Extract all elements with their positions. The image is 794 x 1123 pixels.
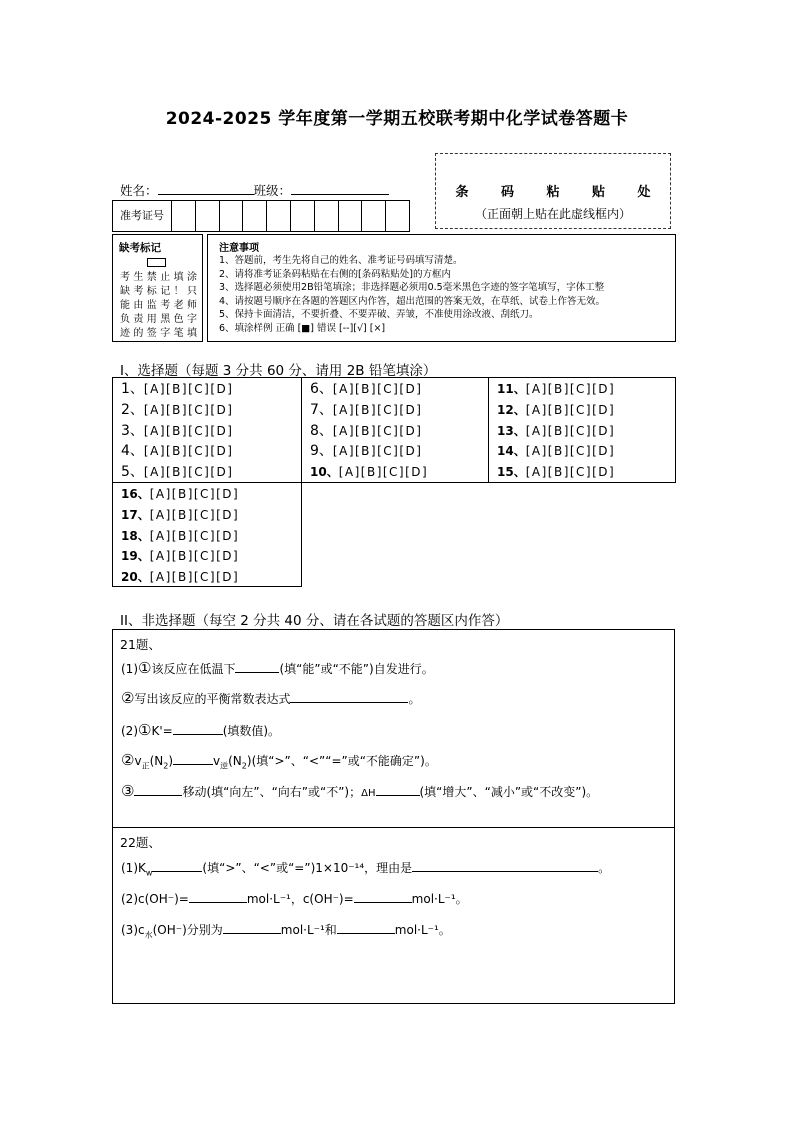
mcq-row[interactable]: [113, 379, 301, 400]
ticket-digit-cell[interactable]: [315, 201, 339, 231]
question-number: 12、: [497, 402, 526, 417]
q22-answer-area: [112, 827, 675, 1004]
question-number: 9、: [310, 443, 333, 460]
mcq-row[interactable]: [489, 379, 675, 400]
answer-options[interactable]: [A][B][C][D]: [149, 528, 240, 543]
q21-l4-part: (N: [228, 754, 242, 768]
q22-l2-part: mol·L⁻¹，c(OH⁻)=: [246, 892, 354, 906]
q21-l1-part: (填“能”或“不能”)自发进行。: [279, 662, 434, 676]
section2-title: II、非选择题（每空 2 分共 40 分、请在各试题的答题区内作答）: [120, 613, 509, 629]
question-number: 7、: [310, 401, 333, 418]
mcq-row[interactable]: [113, 462, 301, 483]
answer-blank[interactable]: [173, 752, 213, 765]
answer-blank[interactable]: [223, 921, 281, 934]
question-number: 18、: [121, 528, 150, 543]
q21-l2-part: ②: [121, 689, 135, 707]
mcq-row[interactable]: [113, 484, 301, 505]
q22-l1-part: w: [145, 868, 153, 878]
answer-options[interactable]: [A][B][C][D]: [143, 465, 234, 480]
barcode-area: [435, 153, 671, 229]
barcode-note: （正面朝上贴在此虚线框内）: [474, 207, 631, 221]
q22-l3-part: 水: [144, 930, 153, 940]
mcq-row[interactable]: [113, 421, 301, 442]
q21-l4-part: (N: [149, 754, 164, 768]
ticket-digit-cell[interactable]: [386, 201, 409, 231]
question-number: 15、: [497, 465, 526, 480]
q21-l3-part: K'=: [151, 724, 173, 738]
answer-blank[interactable]: [152, 859, 202, 872]
answer-blank[interactable]: [134, 783, 182, 796]
notes-item: 4、请按题号顺序在各题的答题区内作答，超出范围的答案无效，在草纸、试卷上作答无效。: [219, 295, 606, 307]
mcq-block-4: [112, 482, 302, 587]
section1-title: I、选择题（每题 3 分共 60 分、请用 2B 铅笔填涂）: [120, 363, 437, 379]
q21-l2-part: 写出该反应的平衡常数表达式: [134, 692, 291, 706]
q22-l1-part: (1)K: [121, 861, 146, 875]
question-number: 6、: [310, 381, 333, 397]
name-label: 姓名：: [120, 183, 158, 198]
answer-options[interactable]: [A][B][C][D]: [332, 382, 423, 396]
notes-title: 注意事项: [219, 243, 259, 254]
q21-l4-part: )(填“>”、“<”“=”或“不能确定”)。: [246, 754, 437, 768]
student-info-row: [120, 181, 389, 199]
mcq-row[interactable]: [302, 400, 488, 421]
question-number: 17、: [121, 507, 150, 522]
answer-options[interactable]: [A][B][C][D]: [149, 487, 240, 501]
mcq-row[interactable]: [489, 400, 675, 421]
answer-options[interactable]: [A][B][C][D]: [525, 423, 616, 438]
q21-l4-part: ): [168, 754, 174, 768]
answer-blank[interactable]: [376, 783, 420, 796]
question-number: 19、: [121, 549, 150, 564]
q21-l1-part: 该反应在低温下: [151, 662, 236, 676]
absent-desc-line: 缺考标记！只: [120, 286, 197, 297]
q21-l3-part: (填数值)。: [222, 724, 281, 738]
q21-l5-part: ③: [121, 782, 135, 800]
ticket-digit-cell[interactable]: [291, 201, 315, 231]
answer-options[interactable]: [A][B][C][D]: [332, 444, 423, 459]
q21-line-3: [121, 721, 280, 739]
answer-options[interactable]: [A][B][C][D]: [143, 423, 234, 438]
mcq-row[interactable]: [302, 441, 488, 462]
q22-line-1: [121, 859, 610, 877]
q21-line-4: [121, 751, 437, 771]
q22-line-3: [121, 921, 451, 940]
q21-line-5: [121, 782, 598, 800]
question-number: 2、: [121, 401, 144, 418]
q22-l3-part: mol·L⁻¹和: [280, 923, 337, 937]
mcq-block-3: [488, 377, 676, 483]
absent-desc-line: 迹的签字笔填: [120, 328, 197, 339]
question-number: 16、: [121, 487, 150, 501]
mcq-row[interactable]: [302, 421, 488, 442]
answer-options[interactable]: [A][B][C][D]: [525, 465, 616, 480]
absent-title: 缺考标记: [119, 242, 161, 254]
ticket-digit-cell[interactable]: [196, 201, 220, 231]
ticket-label: 准考证号: [113, 201, 172, 231]
question-number: 20、: [121, 570, 150, 585]
q21-l4-part: 2: [163, 761, 169, 771]
question-number: 5、: [121, 464, 144, 481]
answer-options[interactable]: [A][B][C][D]: [149, 570, 240, 585]
q21-l4-part: v: [134, 754, 142, 768]
absent-checkbox[interactable]: [147, 258, 166, 267]
page-title: 2024-2025 学年度第一学期五校联考期中化学试卷答题卡: [165, 109, 629, 129]
answer-options[interactable]: [A][B][C][D]: [525, 382, 616, 396]
mcq-row[interactable]: [489, 421, 675, 442]
q21-l2-part: 。: [408, 692, 421, 706]
ticket-digit-cell[interactable]: [339, 201, 363, 231]
q21-l1-part: ①: [138, 659, 152, 677]
q21-l4-part: ②: [121, 751, 135, 769]
class-label: 班级：: [253, 183, 292, 198]
question-number: 4、: [121, 443, 144, 460]
mcq-block-2: [301, 377, 489, 483]
answer-blank[interactable]: [173, 722, 223, 735]
answer-blank[interactable]: [290, 690, 408, 703]
mcq-row[interactable]: [113, 400, 301, 421]
name-field[interactable]: [158, 182, 254, 195]
barcode-title: 条 码 粘 贴 处: [455, 185, 665, 200]
mcq-row[interactable]: [302, 462, 488, 483]
answer-options[interactable]: [A][B][C][D]: [525, 444, 616, 459]
absent-mark-box: [112, 234, 203, 342]
answer-options[interactable]: [A][B][C][D]: [332, 402, 423, 417]
absent-desc-line: 考生禁止填涂: [120, 272, 197, 283]
q21-l4-part: 正: [141, 761, 150, 771]
ticket-digit-cell[interactable]: [267, 201, 291, 231]
question-number: 13、: [497, 423, 526, 438]
answer-options[interactable]: [A][B][C][D]: [338, 465, 429, 480]
q21-line-2: [121, 689, 420, 707]
question-number: 10、: [310, 465, 339, 480]
q21-line-1: [121, 659, 434, 677]
mcq-row[interactable]: [489, 462, 675, 483]
mcq-row[interactable]: [302, 379, 488, 400]
answer-options[interactable]: [A][B][C][D]: [143, 402, 234, 417]
ticket-digit-cell[interactable]: [172, 201, 196, 231]
answer-options[interactable]: [A][B][C][D]: [143, 444, 234, 459]
notes-item: 2、请将准考证条码粘贴在右侧的[条码粘贴处]的方框内: [219, 268, 451, 280]
absent-desc-line: 负责用黑色字: [120, 314, 197, 325]
answer-options[interactable]: [A][B][C][D]: [332, 423, 423, 438]
q21-l5-part: (填“增大”、“减小”或“不改变”)。: [419, 785, 599, 799]
notes-item: 6、填涂样例 正确 [■] 错误 [--][√] [×]: [219, 322, 386, 334]
question-number: 11、: [497, 382, 526, 396]
answer-blank[interactable]: [354, 890, 412, 903]
absent-desc-line: 能由监考老师: [120, 300, 197, 311]
mcq-row[interactable]: [113, 505, 301, 526]
q21-answer-area: [112, 629, 675, 827]
q22-l3-part: (OH⁻)分别为: [152, 923, 223, 937]
mcq-row[interactable]: [113, 441, 301, 462]
q22-l1-part: (填“>”、“<”或“=”)1×10⁻¹⁴，理由是: [202, 861, 413, 875]
answer-options[interactable]: [A][B][C][D]: [525, 402, 616, 417]
q21-l5-part: 移动(填“向左”、“向右”或“不”)；: [182, 785, 362, 799]
mcq-block-1: [112, 377, 302, 483]
notes-item: 5、保持卡面清洁，不要折叠、不要弄破、弄皱，不准使用涂改液、刮纸刀。: [219, 309, 539, 320]
q22-header: 22题、: [120, 835, 161, 850]
q22-l3-part: (3)c: [121, 923, 145, 937]
mcq-row[interactable]: [113, 567, 301, 588]
q21-l4-part: 逆: [220, 761, 229, 771]
question-number: 8、: [310, 422, 333, 439]
q21-l4-part: v: [213, 754, 221, 768]
q22-l2-part: (2)c(OH⁻)=: [121, 892, 189, 906]
answer-options[interactable]: [A][B][C][D]: [149, 507, 240, 522]
q21-l4-part: 2: [241, 761, 247, 771]
answer-blank[interactable]: [235, 660, 279, 673]
q22-l2-part: mol·L⁻¹。: [411, 892, 468, 906]
question-number: 3、: [121, 422, 144, 439]
answer-blank[interactable]: [189, 890, 247, 903]
mcq-row[interactable]: [113, 526, 301, 547]
ticket-digit-cell[interactable]: [243, 201, 267, 231]
q21-header: 21题、: [120, 637, 161, 652]
q22-l3-part: mol·L⁻¹。: [394, 923, 451, 937]
q21-l5-part: ΔH: [361, 788, 376, 799]
q21-l3-part: (2): [121, 724, 138, 738]
q22-l1-part: 。: [598, 861, 611, 875]
notes-item: 1、答题前，考生先将自己的姓名、准考证号码填写清楚。: [219, 255, 463, 266]
mcq-row[interactable]: [113, 546, 301, 567]
mcq-row[interactable]: [489, 441, 675, 462]
ticket-digit-cell[interactable]: [362, 201, 386, 231]
q21-l3-part: ①: [138, 721, 152, 739]
q21-l1-part: (1): [121, 662, 138, 676]
answer-options[interactable]: [A][B][C][D]: [143, 382, 234, 396]
ticket-number-box: [112, 200, 410, 232]
answer-blank[interactable]: [337, 921, 395, 934]
notes-item: 3、选择题必须使用2B铅笔填涂；非选择题必须用0.5毫米黑色字迹的签字笔填写，字体工整: [219, 282, 605, 293]
answer-blank[interactable]: [412, 859, 598, 872]
class-field[interactable]: [291, 182, 389, 195]
notes-box: [207, 234, 676, 342]
q22-line-2: [121, 890, 468, 907]
question-number: 1、: [121, 381, 144, 397]
question-number: 14、: [497, 444, 526, 459]
ticket-digit-cell[interactable]: [220, 201, 244, 231]
answer-options[interactable]: [A][B][C][D]: [149, 549, 240, 564]
